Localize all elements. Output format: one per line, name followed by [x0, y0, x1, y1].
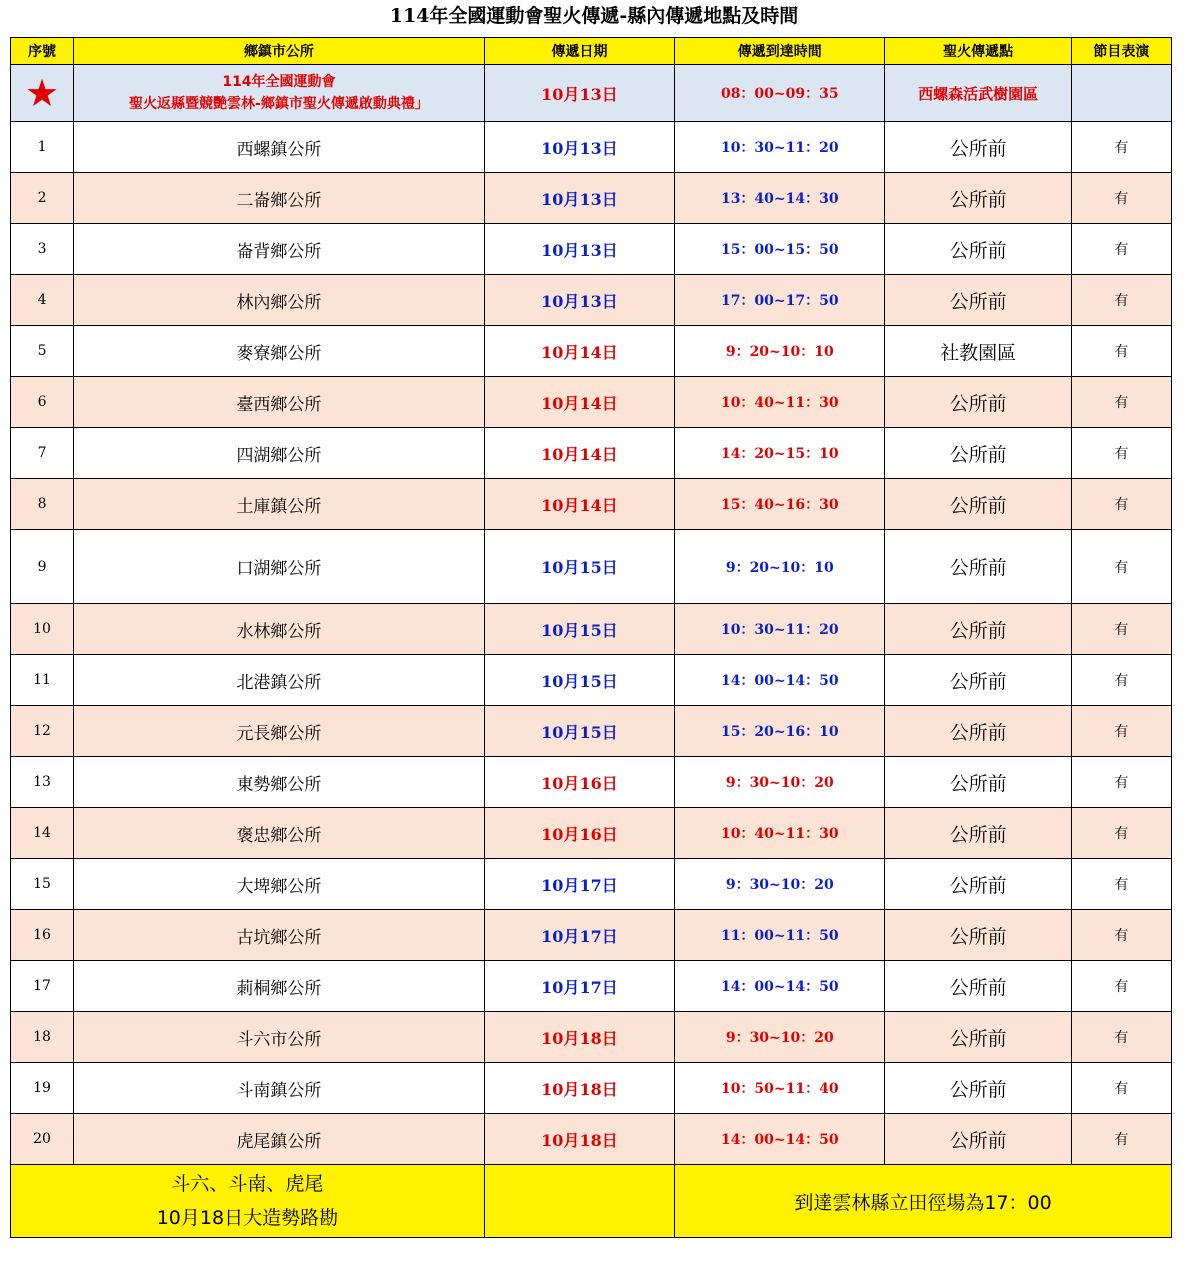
- kickoff-name-line2: 聖火返縣暨競艷雲林-鄉鎮市聖火傳遞啟動典禮」: [129, 96, 429, 112]
- row-date: 10月16日: [484, 808, 674, 859]
- table-row: [11, 655, 1172, 706]
- header-row: [11, 38, 1172, 65]
- row-name: 斗六市公所: [74, 1012, 485, 1063]
- table-row: [11, 757, 1172, 808]
- row-show: 有: [1071, 1063, 1171, 1114]
- header-place: 聖火傳遞點: [885, 38, 1071, 65]
- row-place: 公所前: [885, 1063, 1071, 1114]
- page-title: 114年全國運動會聖火傳遞-縣內傳遞地點及時間: [389, 5, 799, 27]
- row-date: 10月14日: [484, 428, 674, 479]
- table-row: [11, 224, 1172, 275]
- row-show: 有: [1071, 428, 1171, 479]
- row-seq: 2: [11, 173, 74, 224]
- row-time: 14：00~14：50: [675, 1114, 885, 1165]
- row-place: 公所前: [885, 1114, 1071, 1165]
- row-place: 公所前: [885, 122, 1071, 173]
- kickoff-seq: [11, 65, 74, 122]
- row-seq: 1: [11, 122, 74, 173]
- row-place: 公所前: [885, 479, 1071, 530]
- row-date: 10月15日: [484, 604, 674, 655]
- row-place: 公所前: [885, 377, 1071, 428]
- table-row: [11, 428, 1172, 479]
- row-place: 公所前: [885, 859, 1071, 910]
- row-name: 東勢鄉公所: [74, 757, 485, 808]
- torch-relay-schedule-table: [10, 37, 1172, 1238]
- table-row: [11, 326, 1172, 377]
- row-show: 有: [1071, 655, 1171, 706]
- row-seq: 20: [11, 1114, 74, 1165]
- row-time: 15：00~15：50: [675, 224, 885, 275]
- footer-empty-cell: [484, 1165, 674, 1238]
- row-seq: 17: [11, 961, 74, 1012]
- row-date: 10月18日: [484, 1063, 674, 1114]
- row-seq: 16: [11, 910, 74, 961]
- table-row: [11, 808, 1172, 859]
- row-seq: 10: [11, 604, 74, 655]
- row-show: 有: [1071, 173, 1171, 224]
- row-time: 9：20~10：10: [675, 530, 885, 604]
- row-date: 10月17日: [484, 910, 674, 961]
- kickoff-time: 08：00~09：35: [675, 65, 885, 122]
- table-row: [11, 604, 1172, 655]
- row-seq: 19: [11, 1063, 74, 1114]
- table-row: [11, 1063, 1172, 1114]
- row-show: 有: [1071, 706, 1171, 757]
- row-name: 崙背鄉公所: [74, 224, 485, 275]
- row-show: 有: [1071, 377, 1171, 428]
- row-date: 10月14日: [484, 326, 674, 377]
- row-seq: 12: [11, 706, 74, 757]
- row-date: 10月15日: [484, 655, 674, 706]
- row-time: 9：20~10：10: [675, 326, 885, 377]
- row-seq: 5: [11, 326, 74, 377]
- header-seq: 序號: [11, 38, 74, 65]
- row-place: 公所前: [885, 757, 1071, 808]
- footer-left-line1: 斗六、斗南、虎尾: [171, 1173, 324, 1195]
- table-row: [11, 122, 1172, 173]
- footer-right-cell: 到達雲林縣立田徑場為17：00: [675, 1165, 1172, 1238]
- row-name: 虎尾鎮公所: [74, 1114, 485, 1165]
- row-date: 10月17日: [484, 961, 674, 1012]
- row-name: 莿桐鄉公所: [74, 961, 485, 1012]
- row-name: 北港鎮公所: [74, 655, 485, 706]
- row-seq: 7: [11, 428, 74, 479]
- kickoff-row: [11, 65, 1172, 122]
- row-date: 10月18日: [484, 1114, 674, 1165]
- row-place: 公所前: [885, 224, 1071, 275]
- row-date: 10月17日: [484, 859, 674, 910]
- row-place: 公所前: [885, 808, 1071, 859]
- row-seq: 6: [11, 377, 74, 428]
- row-show: 有: [1071, 961, 1171, 1012]
- table-row: [11, 530, 1172, 604]
- row-time: 9：30~10：20: [675, 1012, 885, 1063]
- row-name: 大埤鄉公所: [74, 859, 485, 910]
- row-place: 公所前: [885, 655, 1071, 706]
- row-name: 西螺鎮公所: [74, 122, 485, 173]
- table-row: [11, 859, 1172, 910]
- row-name: 土庫鎮公所: [74, 479, 485, 530]
- kickoff-date: 10月13日: [484, 65, 674, 122]
- row-name: 斗南鎮公所: [74, 1063, 485, 1114]
- row-time: 9：30~10：20: [675, 859, 885, 910]
- row-show: 有: [1071, 757, 1171, 808]
- header-name: 鄉鎮市公所: [74, 38, 485, 65]
- table-row: [11, 1114, 1172, 1165]
- kickoff-show: [1071, 65, 1171, 122]
- row-date: 10月15日: [484, 530, 674, 604]
- row-place: 公所前: [885, 706, 1071, 757]
- row-show: 有: [1071, 275, 1171, 326]
- row-seq: 14: [11, 808, 74, 859]
- footer-left-line2: 10月18日大造勢路勘: [156, 1207, 339, 1229]
- row-place: 公所前: [885, 530, 1071, 604]
- footer-row: [11, 1165, 1172, 1238]
- row-time: 9：30~10：20: [675, 757, 885, 808]
- header-show: 節目表演: [1071, 38, 1171, 65]
- row-name: 林內鄉公所: [74, 275, 485, 326]
- table-row: [11, 1012, 1172, 1063]
- row-name: 口湖鄉公所: [74, 530, 485, 604]
- row-seq: 8: [11, 479, 74, 530]
- row-seq: 3: [11, 224, 74, 275]
- row-name: 四湖鄉公所: [74, 428, 485, 479]
- row-name: 麥寮鄉公所: [74, 326, 485, 377]
- footer-left-cell: [11, 1165, 485, 1238]
- row-place: 公所前: [885, 173, 1071, 224]
- table-row: [11, 910, 1172, 961]
- star-icon: ★: [25, 71, 60, 115]
- row-show: 有: [1071, 326, 1171, 377]
- row-seq: 11: [11, 655, 74, 706]
- table-row: [11, 961, 1172, 1012]
- row-time: 15：40~16：30: [675, 479, 885, 530]
- row-show: 有: [1071, 1114, 1171, 1165]
- table-row: [11, 706, 1172, 757]
- kickoff-place: 西螺森活武樹園區: [885, 65, 1071, 122]
- row-show: 有: [1071, 1012, 1171, 1063]
- table-row: [11, 173, 1172, 224]
- header-time: 傳遞到達時間: [675, 38, 885, 65]
- row-seq: 9: [11, 530, 74, 604]
- row-seq: 15: [11, 859, 74, 910]
- table-row: [11, 377, 1172, 428]
- row-show: 有: [1071, 479, 1171, 530]
- row-time: 10：40~11：30: [675, 808, 885, 859]
- row-date: 10月13日: [484, 122, 674, 173]
- row-place: 公所前: [885, 604, 1071, 655]
- row-name: 元長鄉公所: [74, 706, 485, 757]
- row-show: 有: [1071, 604, 1171, 655]
- row-name: 二崙鄉公所: [74, 173, 485, 224]
- row-time: 14：00~14：50: [675, 655, 885, 706]
- header-date: 傳遞日期: [484, 38, 674, 65]
- row-time: 10：30~11：20: [675, 604, 885, 655]
- row-show: 有: [1071, 122, 1171, 173]
- row-date: 10月15日: [484, 706, 674, 757]
- row-show: 有: [1071, 859, 1171, 910]
- row-seq: 4: [11, 275, 74, 326]
- row-place: 公所前: [885, 428, 1071, 479]
- row-date: 10月13日: [484, 173, 674, 224]
- row-name: 褒忠鄉公所: [74, 808, 485, 859]
- table-row: [11, 275, 1172, 326]
- row-seq: 13: [11, 757, 74, 808]
- kickoff-name-line1: 114年全國運動會: [222, 74, 336, 90]
- row-show: 有: [1071, 530, 1171, 604]
- row-time: 10：40~11：30: [675, 377, 885, 428]
- table-row: [11, 479, 1172, 530]
- row-date: 10月16日: [484, 757, 674, 808]
- row-time: 11：00~11：50: [675, 910, 885, 961]
- row-date: 10月14日: [484, 479, 674, 530]
- row-time: 10：30~11：20: [675, 122, 885, 173]
- row-place: 公所前: [885, 275, 1071, 326]
- row-name: 古坑鄉公所: [74, 910, 485, 961]
- row-time: 13：40~14：30: [675, 173, 885, 224]
- row-show: 有: [1071, 910, 1171, 961]
- row-seq: 18: [11, 1012, 74, 1063]
- row-date: 10月18日: [484, 1012, 674, 1063]
- row-time: 14：00~14：50: [675, 961, 885, 1012]
- row-show: 有: [1071, 808, 1171, 859]
- row-time: 14：20~15：10: [675, 428, 885, 479]
- row-name: 臺西鄉公所: [74, 377, 485, 428]
- row-time: 17：00~17：50: [675, 275, 885, 326]
- row-place: 公所前: [885, 961, 1071, 1012]
- row-show: 有: [1071, 224, 1171, 275]
- row-name: 水林鄉公所: [74, 604, 485, 655]
- row-date: 10月14日: [484, 377, 674, 428]
- row-place: 社教園區: [885, 326, 1071, 377]
- row-time: 15：20~16：10: [675, 706, 885, 757]
- row-place: 公所前: [885, 910, 1071, 961]
- row-date: 10月13日: [484, 224, 674, 275]
- row-date: 10月13日: [484, 275, 674, 326]
- row-place: 公所前: [885, 1012, 1071, 1063]
- row-time: 10：50~11：40: [675, 1063, 885, 1114]
- kickoff-name: [74, 65, 485, 122]
